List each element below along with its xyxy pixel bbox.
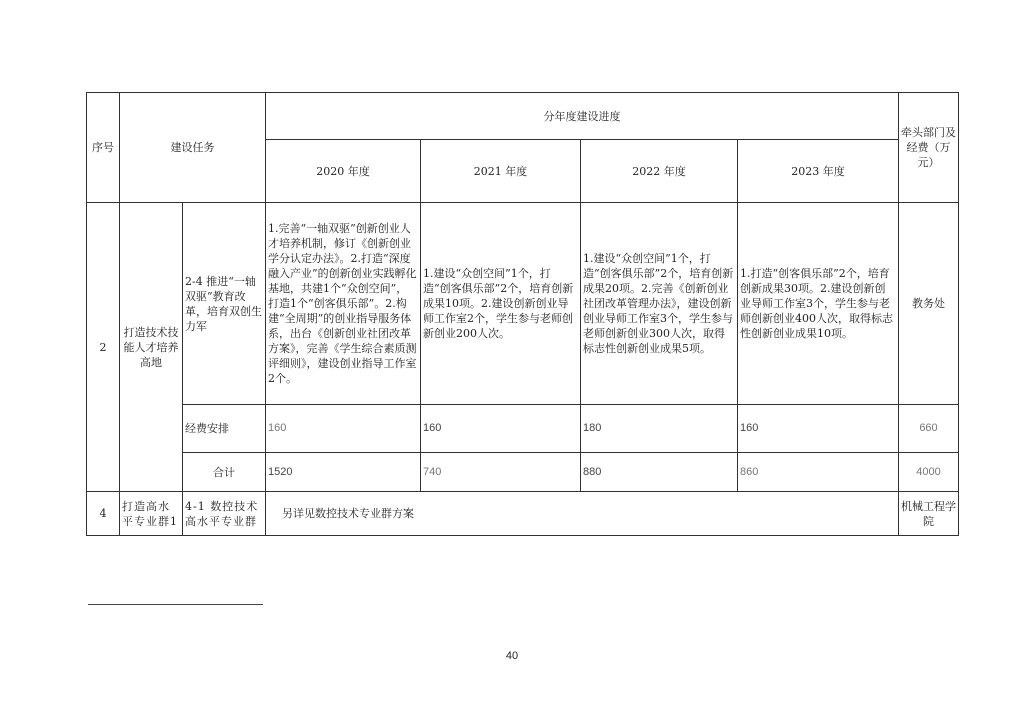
construction-plan-table [86, 92, 959, 536]
header-task: 建设任务 [120, 93, 266, 203]
row2-sum-2020: 1520 [266, 453, 421, 492]
row2-funding-2022: 180 [581, 405, 738, 453]
header-year-2020: 2020 年度 [266, 140, 421, 203]
row2-funding-2021: 160 [421, 405, 581, 453]
header-year-2023: 2023 年度 [738, 140, 899, 203]
row2-plan-2020: 1.完善“一轴双驱”创新创业人才培养机制，修订《创新创业学分认定办法》。2.打造“深度融入产业”的创新创业实践孵化基地，共建1个“众创空间”，打造1个“创客俱乐部”。2.构建“全周期”的创业指导服务体系，出台《创新创业社团改革方案》，完善《学生综合素质测评细则》，建设创业指导工作室2个。 [266, 203, 421, 405]
row2-plan-2021: 1.建设“众创空间”1个，打造“创客俱乐部”2个，培育创新成果10项。2.建设创新创业导师工作室2个，学生参与老师创新创业200人次。 [421, 203, 581, 405]
row4-subtask: 4-1 数控技术高水平专业群 [183, 492, 266, 536]
row2-funding-total: 660 [899, 405, 959, 453]
row4-dept: 机械工程学院 [899, 492, 959, 536]
row2-funding-label: 经费安排 [183, 405, 266, 453]
header-dept: 牵头部门及经费（万元） [899, 93, 959, 203]
row2-plan-2023: 1.打造“创客俱乐部”2个，培育创新成果30项。2.建设创新创业导师工作室3个，学生参与老师创新创业400人次，取得标志性创新创业成果10项。 [738, 203, 899, 405]
row2-subtask: 2-4 推进“一轴双驱”教育改革，培育双创生力军 [183, 203, 266, 405]
row4-desc: 另详见数控技术专业群方案 [266, 492, 899, 536]
row2-plan-2022: 1.建设“众创空间”1个，打造“创客俱乐部”2个，培育创新成果20项。2.完善《创新创业社团改革管理办法》，建设创新创业导师工作室3个，学生参与老师创新创业300人次，取得标志性创新创业成果5项。 [581, 203, 738, 405]
row2-task: 打造技术技能人才培养高地 [120, 203, 183, 492]
header-year-2021: 2021 年度 [421, 140, 581, 203]
row2-sum-2021: 740 [421, 453, 581, 492]
header-progress: 分年度建设进度 [266, 93, 899, 140]
row2-sum-label: 合计 [183, 453, 266, 492]
page-number: 40 [505, 650, 519, 662]
row2-sum-2022: 880 [581, 453, 738, 492]
row2-dept: 教务处 [899, 203, 959, 405]
row2-funding-2023: 160 [738, 405, 899, 453]
footnote-divider [88, 604, 263, 605]
row4-seq: 4 [87, 492, 120, 536]
row2-seq: 2 [87, 203, 120, 492]
header-year-2022: 2022 年度 [581, 140, 738, 203]
row2-funding-2020: 160 [266, 405, 421, 453]
row2-sum-2023: 860 [738, 453, 899, 492]
row2-sum-total: 4000 [899, 453, 959, 492]
row4-task: 打造高水平专业群1 [120, 492, 183, 536]
header-seq: 序号 [87, 93, 120, 203]
